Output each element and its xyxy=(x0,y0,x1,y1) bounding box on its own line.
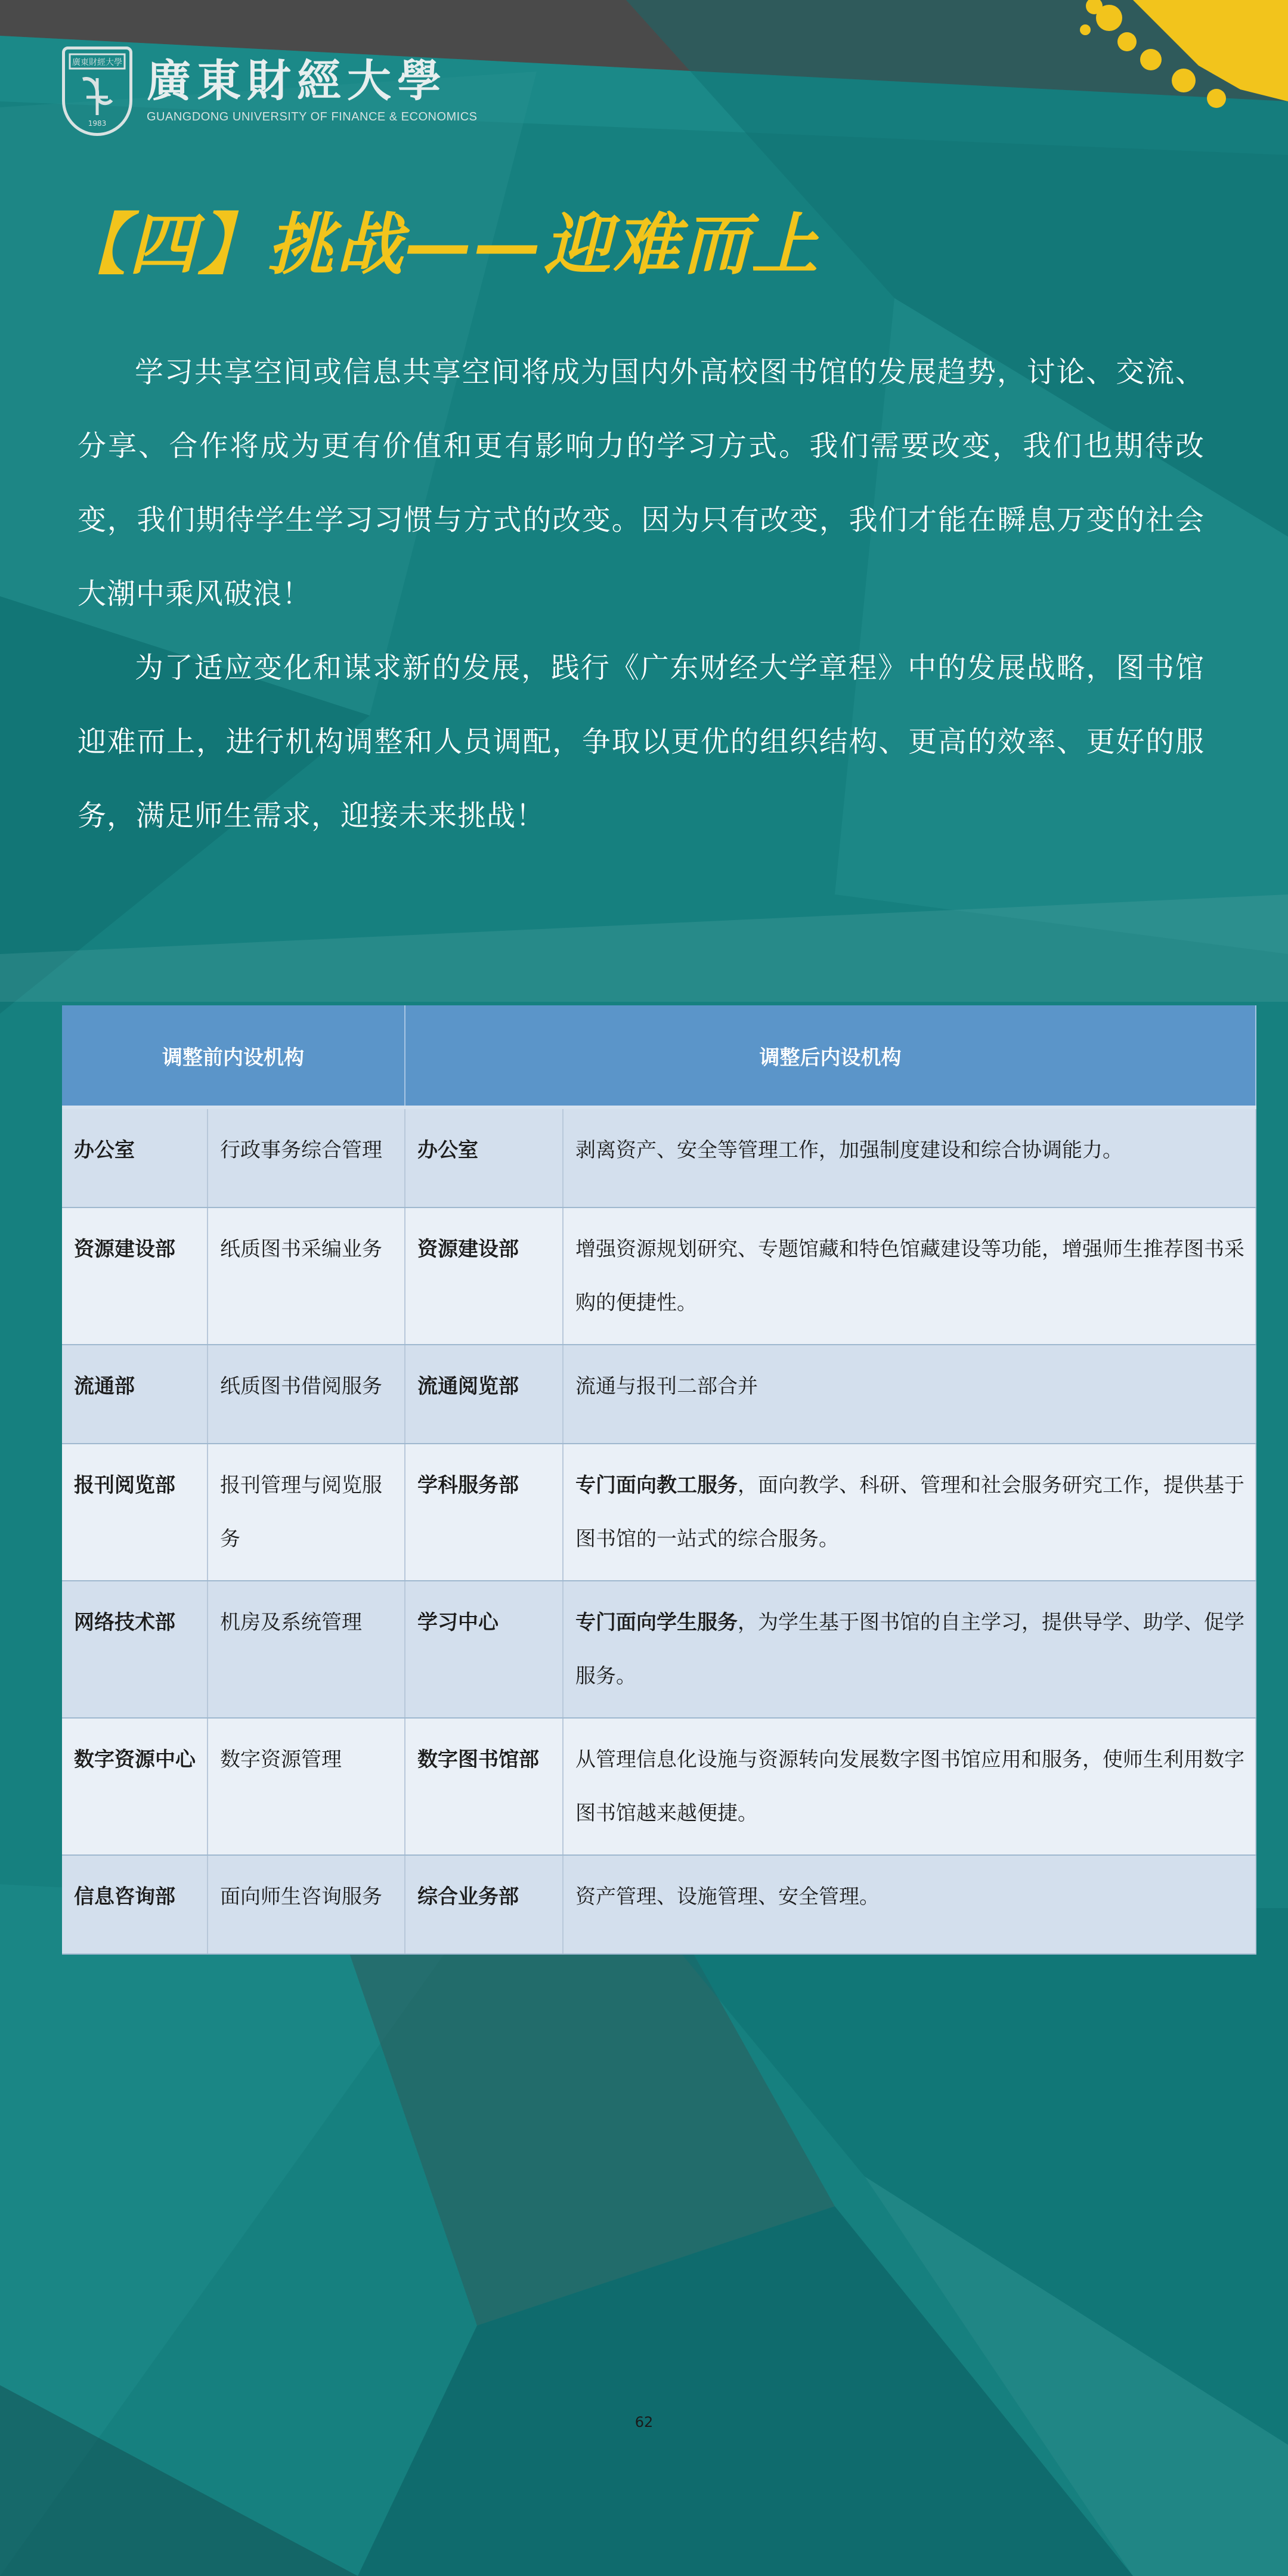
table-row xyxy=(62,1581,1256,1718)
old-duty: 纸质图书采编业务 xyxy=(208,1208,405,1345)
table-row xyxy=(62,1107,1256,1208)
page-title: 【四】挑战——迎难而上 xyxy=(60,206,821,284)
paragraph-2: 为了适应变化和谋求新的发展，践行《广东财经大学章程》中的发展战略，图书馆迎难而上，进行机构调整和人员调配，争取以更优的组织结构、更高的效率、更好的服务，满足师生需求，迎接未来挑战！ xyxy=(78,651,1205,832)
old-duty: 机房及系统管理 xyxy=(208,1581,405,1718)
svg-text:1983: 1983 xyxy=(88,119,107,128)
new-dept: 资源建设部 xyxy=(405,1208,563,1345)
old-duty: 报刊管理与阅览服务 xyxy=(208,1444,405,1581)
table-row xyxy=(62,1444,1256,1581)
new-dept: 办公室 xyxy=(405,1107,563,1208)
table-row xyxy=(62,1345,1256,1444)
university-seal-icon xyxy=(62,47,132,136)
old-duty: 纸质图书借阅服务 xyxy=(208,1345,405,1444)
header-after: 调整后内设机构 xyxy=(405,1005,1256,1107)
old-dept: 资源建设部 xyxy=(62,1208,208,1345)
university-name-cn: 廣東財經大學 xyxy=(147,55,447,107)
university-name-en: GUANGDONG UNIVERSITY OF FINANCE & ECONOMICS xyxy=(147,110,478,123)
new-duty: 流通与报刊二部合并 xyxy=(563,1345,1256,1444)
new-dept: 学科服务部 xyxy=(405,1444,563,1581)
new-duty: 增强资源规划研究、专题馆藏和特色馆藏建设等功能，增强师生推荐图书采购的便捷性。 xyxy=(563,1208,1256,1345)
new-duty: 专门面向学生服务，为学生基于图书馆的自主学习，提供导学、助学、促学服务。 xyxy=(563,1581,1256,1718)
table-row xyxy=(62,1208,1256,1345)
new-dept: 数字图书馆部 xyxy=(405,1718,563,1855)
org-structure-table xyxy=(62,1005,1256,1955)
old-dept: 报刊阅览部 xyxy=(62,1444,208,1581)
new-dept: 学习中心 xyxy=(405,1581,563,1718)
old-duty: 行政事务综合管理 xyxy=(208,1107,405,1208)
paragraph-1: 学习共享空间或信息共享空间将成为国内外高校图书馆的发展趋势，讨论、交流、分享、合作将成为更有价值和更有影响力的学习方式。我们需要改变，我们也期待改变，我们期待学生学习习惯与方式的改变。因为只有改变，我们才能在瞬息万变的社会大潮中乘风破浪！ xyxy=(78,355,1205,611)
table-row xyxy=(62,1855,1256,1954)
old-dept: 数字资源中心 xyxy=(62,1718,208,1855)
header-before: 调整前内设机构 xyxy=(62,1005,405,1107)
page-number: 62 xyxy=(634,2414,654,2431)
svg-text:廣東財經大學: 廣東財經大學 xyxy=(72,58,122,67)
old-dept: 信息咨询部 xyxy=(62,1855,208,1954)
table-row xyxy=(62,1718,1256,1855)
old-dept: 流通部 xyxy=(62,1345,208,1444)
old-duty: 面向师生咨询服务 xyxy=(208,1855,405,1954)
body-text xyxy=(78,335,1205,853)
new-dept: 综合业务部 xyxy=(405,1855,563,1954)
new-duty: 剥离资产、安全等管理工作，加强制度建设和综合协调能力。 xyxy=(563,1107,1256,1208)
new-dept: 流通阅览部 xyxy=(405,1345,563,1444)
university-logo xyxy=(62,47,478,136)
new-duty: 资产管理、设施管理、安全管理。 xyxy=(563,1855,1256,1954)
old-duty: 数字资源管理 xyxy=(208,1718,405,1855)
old-dept: 办公室 xyxy=(62,1107,208,1208)
new-duty: 专门面向教工服务，面向教学、科研、管理和社会服务研究工作，提供基于图书馆的一站式的综合服务。 xyxy=(563,1444,1256,1581)
new-duty: 从管理信息化设施与资源转向发展数字图书馆应用和服务，使师生利用数字图书馆越来越便捷。 xyxy=(563,1718,1256,1855)
old-dept: 网络技术部 xyxy=(62,1581,208,1718)
